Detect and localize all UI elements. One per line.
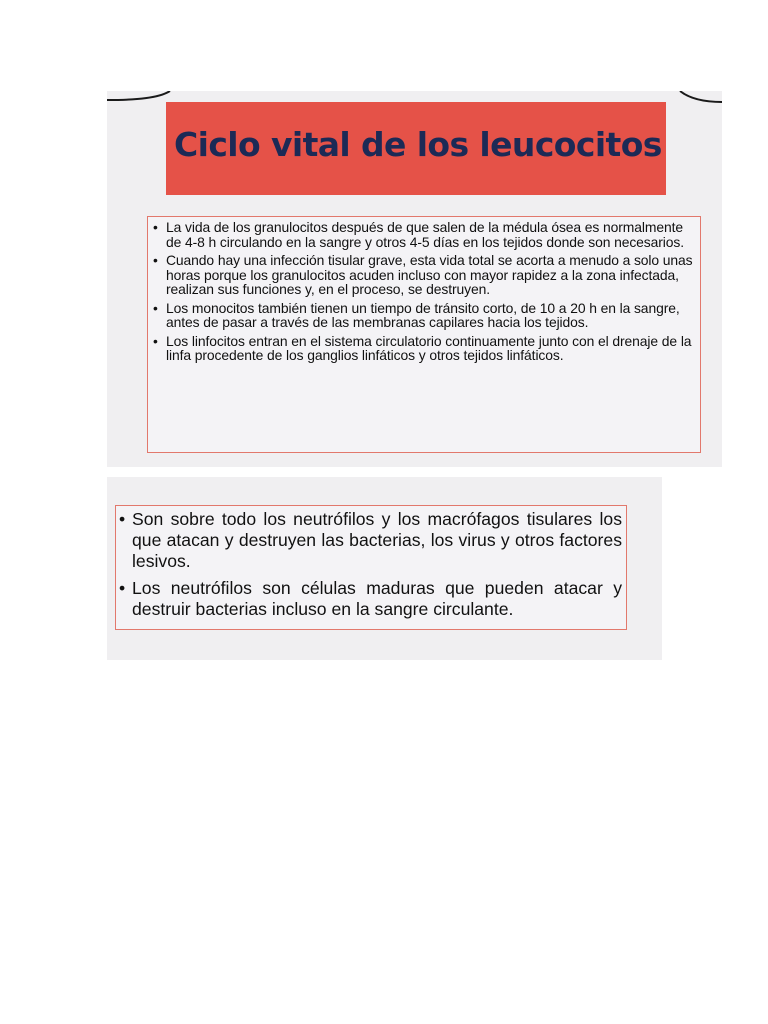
bullet-text: Los linfocitos entran en el sistema circulatorio continuamente junto con el drenaje de la linfa procedente de los ganglios linfáticos y otros tejidos linfáticos. [166, 332, 692, 363]
bullet-marker: • [119, 509, 126, 529]
bullet-list [119, 509, 622, 620]
slide-title: Ciclo vital de los leucocitos [174, 125, 662, 164]
title-banner [166, 102, 666, 195]
bullet-item [119, 578, 622, 620]
bullet-box-life-cycle [147, 216, 701, 453]
bullet-item [119, 509, 622, 572]
bullet-marker: • [119, 578, 126, 598]
bullet-marker: • [153, 219, 158, 235]
bullet-marker: • [153, 332, 158, 349]
bullet-text: Son sobre todo los neutrófilos y los macrófagos tisulares los que atacan y destruyen las bacterias, los virus y otros factores lesivos. [132, 509, 622, 571]
bullet-item [153, 334, 696, 363]
bullet-text: Los neutrófilos son células maduras que pueden atacar y destruir bacterias incluso en la sangre circulante. [132, 578, 622, 619]
bullet-marker: • [153, 252, 158, 268]
bullet-text: Cuando hay una infección tisular grave, esta vida total se acorta a menudo a solo unas horas porque los granulocitos acuden incluso con mayor rapidez a la zona infectada, realizan sus funciones y, en el proceso, se destruyen. [166, 252, 693, 297]
bullet-item [153, 220, 696, 249]
bullet-text: La vida de los granulocitos después de que salen de la médula ósea es normalmente de 4-8 h circulando en la sangre y otros 4-5 días en los tejidos donde son necesarios. [166, 219, 685, 250]
slide-neutrophils-macrophages [107, 477, 662, 660]
bullet-list [153, 220, 696, 363]
bullet-item [153, 301, 696, 330]
bullet-item [153, 253, 696, 297]
bullet-box-phagocytes [115, 505, 627, 630]
bullet-marker: • [153, 299, 158, 316]
slide-leucocyte-life-cycle [107, 91, 722, 467]
bullet-text: Los monocitos también tienen un tiempo de tránsito corto, de 10 a 20 h en la sangre, antes de pasar a través de las membranas capilares hacia los tejidos. [166, 299, 680, 330]
